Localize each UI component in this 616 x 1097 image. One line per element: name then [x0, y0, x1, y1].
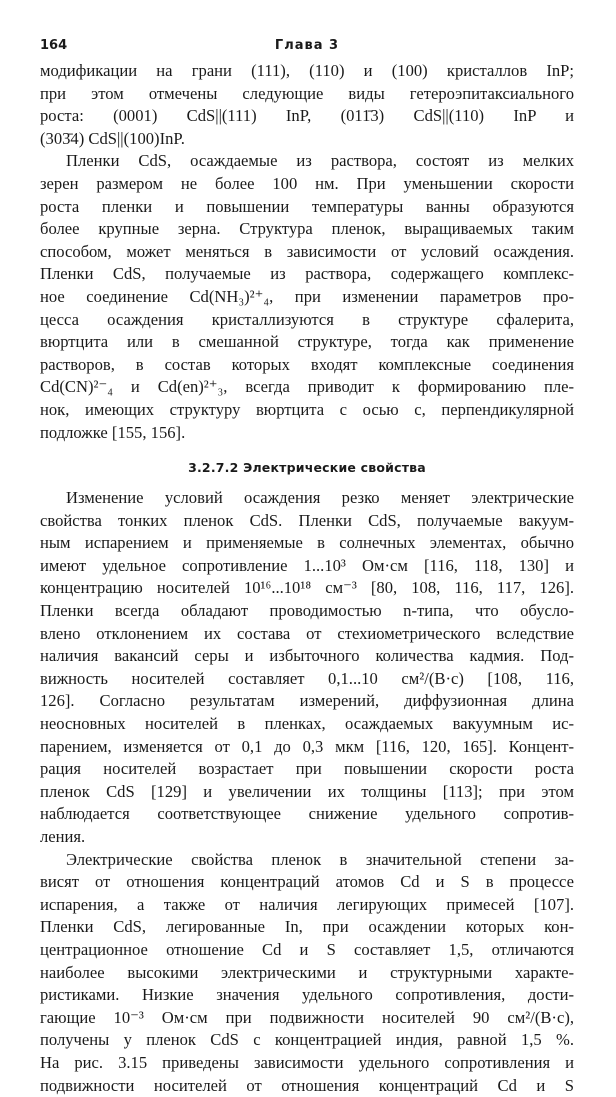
text-line: испарения, а также от наличия легирующих примесей [107].: [40, 894, 574, 914]
text-line: Электрические свойства пленок в значительной степени за-: [66, 849, 574, 869]
text-line: рация носителей возрастает при повышении скорости роста: [40, 759, 574, 779]
text-line: парением, изменяется от 0,1 до 0,3 мкм [116, 120, 165]. Концент-: [40, 736, 574, 756]
text-line: ное соединение Cd(NH₃)²⁺₄, при изменении параметров про-: [40, 286, 574, 306]
text-line: свойства тонких пленок CdS. Пленки CdS, получаемые вакуум-: [40, 510, 574, 530]
text-line: ления.: [40, 827, 86, 846]
text-line: зерен размером не более 100 нм. При уменьшении скорости: [40, 173, 574, 193]
page-number: 164: [40, 38, 68, 53]
text-line: подвижности носителей от отношения концентраций Cd и S: [40, 1075, 574, 1095]
text-line: цесса осаждения кристаллизуются в структуре сфалерита,: [40, 309, 574, 329]
chapter-title: Глава 3: [274, 38, 340, 53]
text-line: роста: (0001) CdS||(111) InP, (011̄3) CdS||(110) InP и: [40, 106, 574, 126]
text-line: Изменение условий осаждения резко меняет электрические: [66, 488, 574, 508]
text-line: гающие 10⁻³ Ом·см при подвижности носителей 90 см²/(В·с),: [40, 1007, 574, 1027]
text-line: Cd(CN)²⁻₄ и Cd(en)²⁺₃, всегда приводит к формированию пле-: [40, 377, 574, 397]
paragraph-continuation: [40, 60, 574, 150]
section-heading: 3.2.7.2 Электрические свойства: [188, 460, 426, 476]
running-head: [40, 38, 574, 60]
text-line: роста пленки и повышении температуры ванны образуются: [40, 196, 574, 216]
text-line: наиболее высокими электрическими и структурными характе-: [40, 962, 574, 982]
text-line: вюртцита или в смешанной структуре, тогда как применение: [40, 332, 574, 352]
text-line: более крупные зерна. Структура пленок, выращиваемых таким: [40, 219, 574, 239]
text-line: неосновных носителей в пленках, осаждаемых вакуумным ис-: [40, 714, 574, 734]
text-line: Пленки CdS, легированные In, при осаждении которых кон-: [40, 917, 574, 937]
text-line: 126]. Согласно результатам измерений, диффузионная длина: [40, 691, 574, 711]
text-line: ным испарением и применяемые в солнечных элементах, обычно: [40, 533, 574, 553]
text-line: подложке [155, 156].: [40, 422, 186, 442]
text-line: нок, имеющих структуру вюртцита с осью c, перпендикулярной: [40, 399, 574, 419]
text-line: имеют удельное сопротивление 1...10³ Ом·см [116, 118, 130] и: [40, 555, 574, 575]
text-line: концентрацию носителей 10¹⁶...10¹⁸ см⁻³ [80, 108, 116, 117, 126].: [40, 578, 574, 598]
text-line: На рис. 3.15 приведены зависимости удельного сопротивления и: [40, 1052, 574, 1072]
paragraph-cds-solution-films: [40, 150, 574, 444]
text-line: Пленки CdS, осаждаемые из раствора, состоят из мелких: [66, 151, 574, 171]
text-line: получены у пленок CdS с концентрацией индия, равной 1,5 %.: [40, 1030, 574, 1050]
text-line: центрационное отношение Cd и S составляет 1,5, отличаются: [40, 939, 574, 959]
text-line: вижность носителей составляет 0,1...10 см²/(В·с) [108, 116,: [40, 668, 574, 688]
text-line: Пленки CdS, получаемые из раствора, содержащего комплекс-: [40, 264, 574, 284]
text-line: модификации на грани (111), (110) и (100) кристаллов InP;: [40, 61, 574, 80]
text-line: пленок CdS [129] и увеличении их толщины [113]; при этом: [40, 781, 574, 801]
paragraph-electrical-properties: [40, 487, 574, 849]
paragraph-doping-dependence: [40, 849, 574, 1097]
text-line: ристиками. Низкие значения удельного сопротивления, дости-: [40, 985, 574, 1005]
text-line: способом, может меняться в зависимости от условий осаждения.: [40, 241, 574, 261]
text-line: висят от отношения концентраций атомов Cd и S в процессе: [40, 872, 574, 892]
text-line: при этом отмечены следующие виды гетероэпитаксиального: [40, 83, 574, 103]
text-line: наблюдается соответствующее снижение удельного сопротив-: [40, 804, 574, 824]
text-line: растворов, в состав которых входят комплексные соединения: [40, 354, 574, 374]
text-line: (303̄4) CdS||(100)InP.: [40, 128, 185, 148]
text-line: Пленки всегда обладают проводимостью n-типа, что обусло-: [40, 601, 574, 621]
text-line: влено отклонением их состава от стехиометрического вследствие: [40, 623, 574, 643]
text-line: наличия вакансий серы и избыточного количества кадмия. Под-: [40, 646, 574, 666]
